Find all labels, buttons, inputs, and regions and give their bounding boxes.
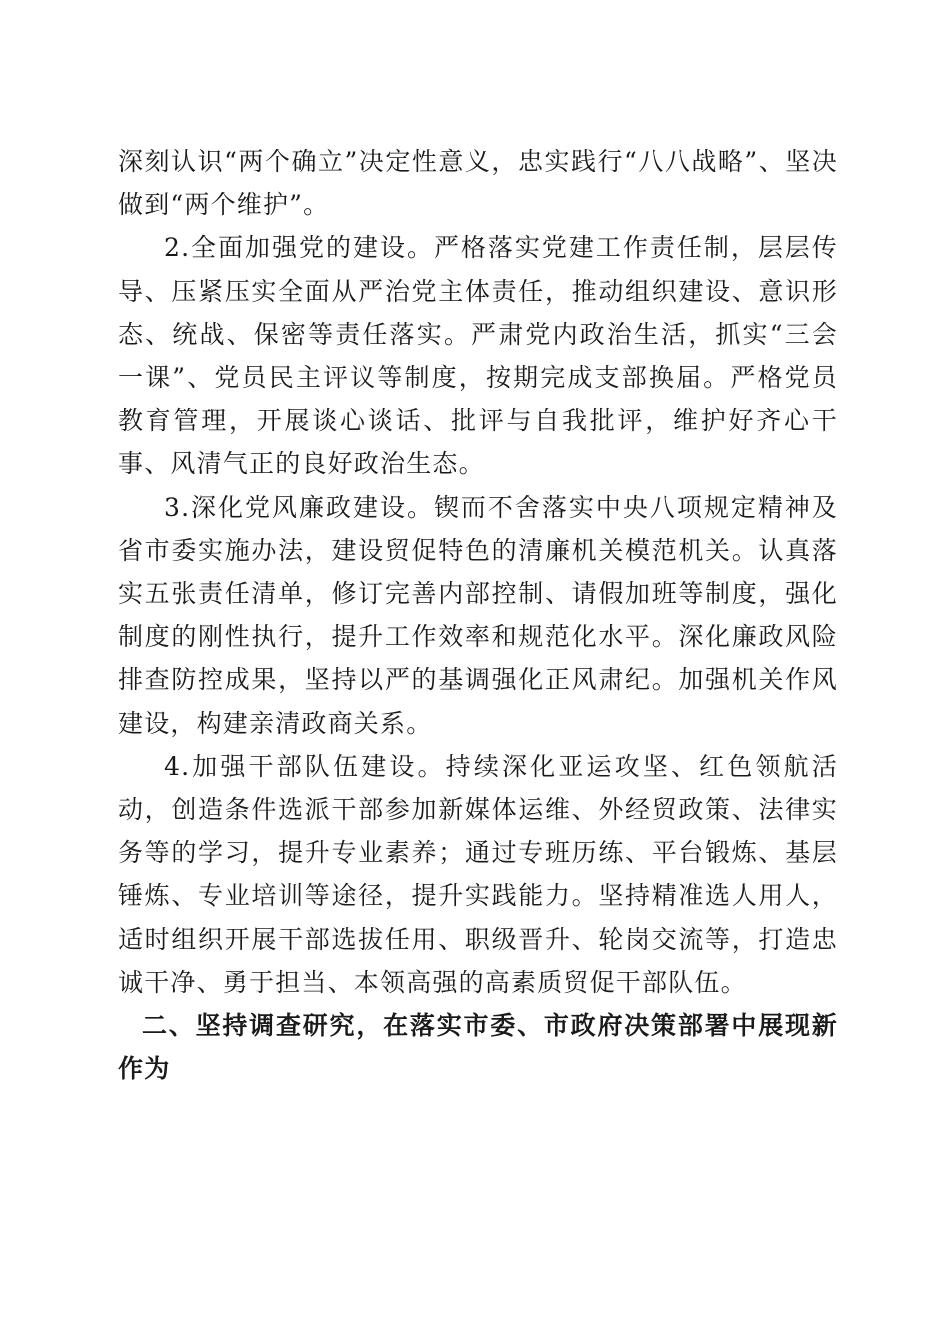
document-body — [118, 140, 838, 1090]
section-heading: 二、坚持调查研究，在落实市委、市政府决策部署中展现新作为 — [118, 1011, 838, 1084]
paragraph-integrity-building: 3.深化党风廉政建设。锲而不舍落实中央八项规定精神及省市委实施办法，建设贸促特色的清廉机关模范机关。认真落实五张责任清单，修订完善内部控制、请假加班等制度，强化制度的刚性执行，提升工作效率和规范化水平。深化廉政风险排查防控成果，坚持以严的基调强化正风肃纪。加强机关作风建设，构建亲清政商关系。 — [118, 492, 838, 738]
paragraph-continuation: 深刻认识“两个确立”决定性意义，忠实践行“八八战略”、坚决做到“两个维护”。 — [118, 147, 838, 220]
paragraph-party-building: 2.全面加强党的建设。严格落实党建工作责任制，层层传导、压紧压实全面从严治党主体责任，推动组织建设、意识形态、统战、保密等责任落实。严肃党内政治生活，抓实“三会一课”、党员民主评议等制度，按期完成支部换届。严格党员教育管理，开展谈心谈话、批评与自我批评，维护好齐心干事、风清气正的良好政治生态。 — [118, 233, 838, 479]
paragraph-cadre-team-building: 4.加强干部队伍建设。持续深化亚运攻坚、红色领航活动，创造条件选派干部参加新媒体运维、外经贸政策、法律实务等的学习，提升专业素养；通过专班历练、平台锻炼、基层锤炼、专业培训等途径，提升实践能力。坚持精准选人用人，适时组织开展干部选拔任用、职级晋升、轮岗交流等，打造忠诚干净、勇于担当、本领高强的高素质贸促干部队伍。 — [118, 751, 838, 997]
